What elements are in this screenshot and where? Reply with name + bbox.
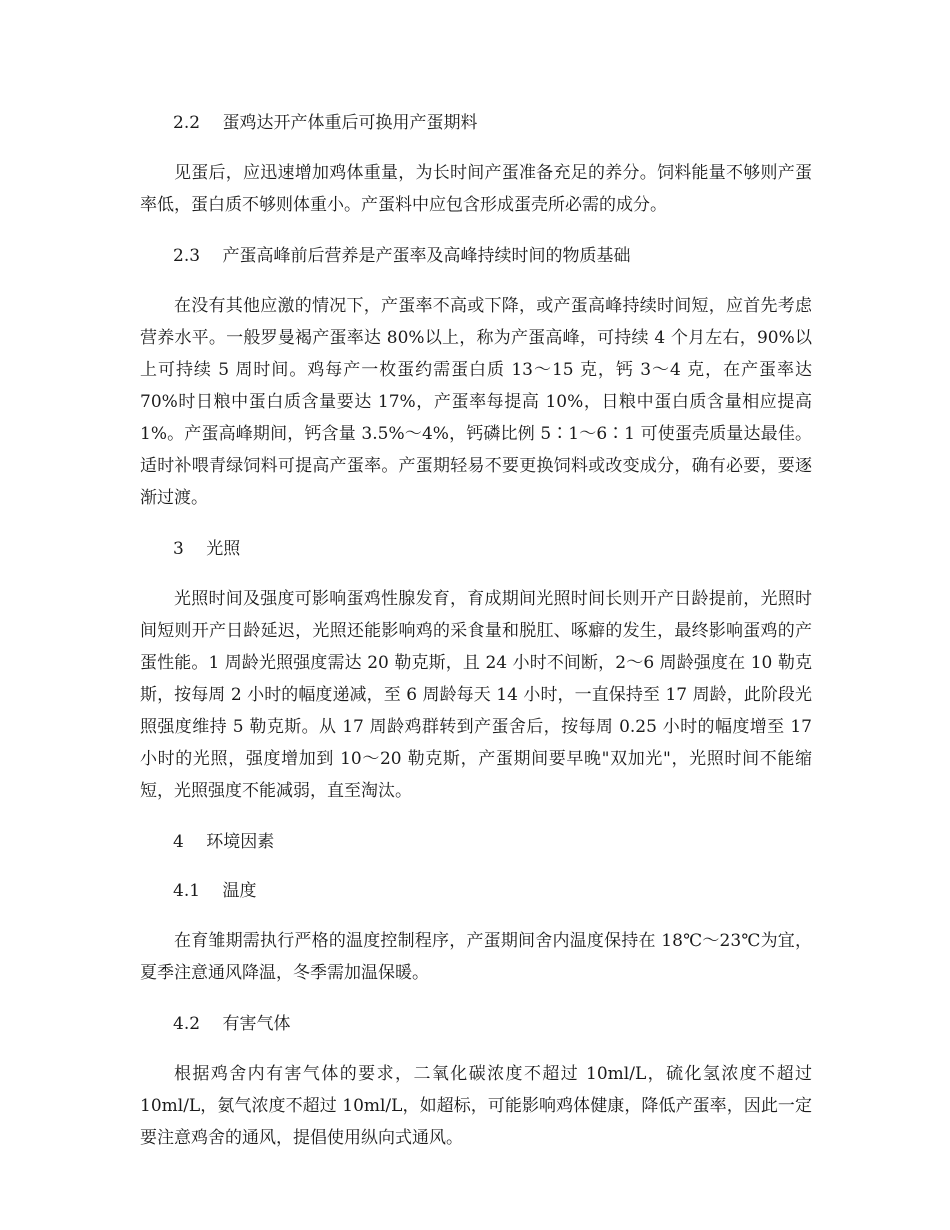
section-heading-2-3: 2.3 产蛋高峰前后营养是产蛋率及高峰持续时间的物质基础 — [173, 246, 631, 266]
document-body — [140, 108, 812, 1154]
paragraph: 见蛋后，应迅速增加鸡体重量，为长时间产蛋准备充足的养分。饲料能量不够则产蛋率低，蛋白质不够则体重小。产蛋料中应包含形成蛋壳所必需的成分。 — [140, 163, 812, 215]
section-heading-4-1: 4.1 温度 — [173, 881, 257, 901]
section-heading-4: 4 环境因素 — [173, 832, 275, 852]
paragraph: 在育雏期需执行严格的温度控制程序，产蛋期间舍内温度保持在 18℃～23℃为宜，夏季注意通风降温，冬季需加温保暖。 — [140, 931, 812, 983]
section-heading-4-2: 4.2 有害气体 — [173, 1014, 291, 1034]
section-heading-3: 3 光照 — [173, 539, 241, 559]
section-heading-2-2: 2.2 蛋鸡达开产体重后可换用产蛋期料 — [173, 113, 478, 133]
paragraph: 根据鸡舍内有害气体的要求，二氧化碳浓度不超过 10ml/L，硫化氢浓度不超过 10ml/L，氨气浓度不超过 10ml/L，如超标，可能影响鸡体健康，降低产蛋率，因此一定要注意鸡舍的通风，提倡使用纵向式通风。 — [140, 1064, 812, 1148]
paragraph: 在没有其他应激的情况下，产蛋率不高或下降，或产蛋高峰持续时间短，应首先考虑营养水平。一般罗曼褐产蛋率达 80%以上，称为产蛋高峰，可持续 4 个月左右，90%以上可持续 5 周时间。鸡每产一枚蛋约需蛋白质 13～15 克，钙 3～4 克，在产蛋率达 70%时日粮中蛋白质含量要达 17%，产蛋率每提高 10%，日粮中蛋白质含量相应提高 1%。产蛋高峰期间，钙含量 3.5%～4%，钙磷比例 5∶1～6∶1 可使蛋壳质量达最佳。适时补喂青绿饲料可提高产蛋率。产蛋期轻易不要更换饲料或改变成分，确有必要，要逐渐过渡。 — [140, 296, 812, 508]
paragraph: 光照时间及强度可影响蛋鸡性腺发育，育成期间光照时间长则开产日龄提前，光照时间短则开产日龄延迟，光照还能影响鸡的采食量和脱肛、啄癖的发生，最终影响蛋鸡的产蛋性能。1 周龄光照强度需达 20 勒克斯，且 24 小时不间断，2～6 周龄强度在 10 勒克斯，按每周 2 小时的幅度递减，至 6 周龄每天 14 小时，一直保持至 17 周龄，此阶段光照强度维持 5 勒克斯。从 17 周龄鸡群转到产蛋舍后，按每周 0.25 小时的幅度增至 17 小时的光照，强度增加到 10～20 勒克斯，产蛋期间要早晚"双加光"，光照时间不能缩短，光照强度不能减弱，直至淘汰。 — [140, 589, 812, 801]
